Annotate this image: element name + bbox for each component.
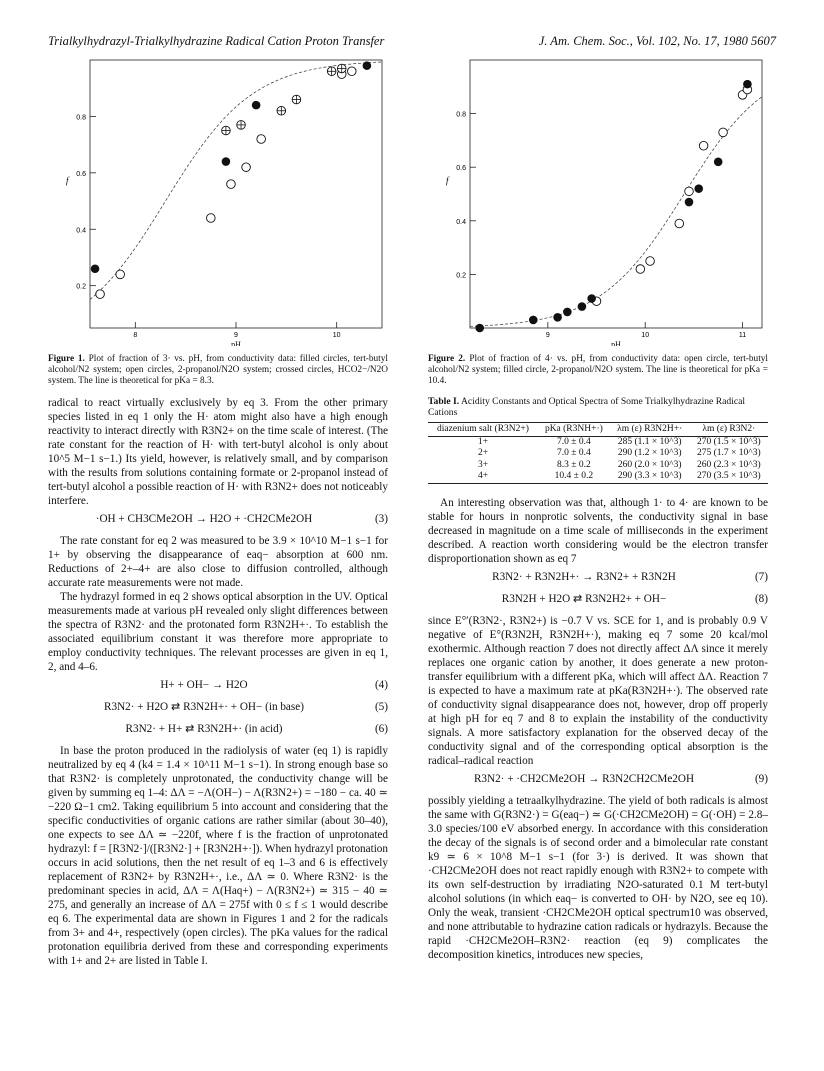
plot-frame [470, 60, 762, 328]
paragraph: An interesting observation was that, although 1· to 4· are known to be stable for hours in nonprotic solvents, the conductivity signal in base decreased in magnitude on a time scale of milliseconds in the experiment described. A reaction worth considering would be the electron transfer disproportionation shown as eq 7 [428, 496, 768, 565]
figure-1-label: Figure 1. [48, 354, 85, 364]
equation-number: (7) [754, 570, 768, 583]
y-tick-label: 0.4 [76, 227, 86, 235]
data-point-filled [529, 316, 538, 325]
equation-number: (6) [374, 722, 388, 735]
table-cell: 290 (1.2 × 10^3) [617, 448, 682, 459]
data-point-open [699, 141, 708, 150]
table-cell: 3+ [477, 459, 489, 470]
equation-8 [428, 592, 768, 610]
paragraph: In base the proton produced in the radiolysis of water (eq 1) is rapidly neutralized by eq 4 (k4 = 1.4 × 10^11 M−1 s−1). In strong enough base so that R3N2· is completely unprotonated, the conductivity change will be given by summing eq 1–4: ΔΛ = −Λ(OH−) − Λ(R3N2+) = −180 − ca. 40 ≃ −220 Ω−1 cm2. Taking equilibrium 5 into account and considering that the specific conductivities of organic cations are rather similar (about 30–40), one expects to see ΔΛ ≃ −220f, where f is the fraction of unprotonated hydrazyl: f = [R3N2·]/([R3N2·] + [R3N2H+·]). When hydrazyl protonation occurs in acid solutions, then the net result of eq 1–3 and 6 is effectively replacement of R3N2+ by R3N2H+·, i.e., ΔΛ ≃ 0. Where R3N2· is the predominant species in acid, ΔΛ = Λ(Haq+) − Λ(R3N2+) ≃ 315 − 40 ≃ 275, and generally an increase of ΔΛ = 275f with 0 ≤ f ≤ 1 would describe eq 6. The experimental data are shown in Figures 1 and 2 for the radicals from 3+ and 4+, respectively (open circles). The pKa values for the radical protonation equilibria derived from these and corresponding experiments with 1+ and 2+ are listed in Table I. [48, 744, 388, 967]
y-tick-label: 0.4 [456, 218, 466, 226]
figure-2-caption [428, 354, 768, 388]
table-cell: 8.3 ± 0.2 [557, 459, 591, 470]
table-row [428, 471, 768, 483]
table-cell: 7.0 ± 0.4 [557, 448, 591, 459]
data-point-open [347, 67, 356, 76]
table-cell: 270 (1.5 × 10^3) [697, 436, 761, 447]
data-point-filled [91, 264, 100, 273]
theory-curve [90, 62, 382, 300]
table-cell: 2+ [477, 448, 489, 459]
table-cell: 10.4 ± 0.2 [554, 471, 594, 482]
y-tick-label: 0.2 [76, 283, 86, 291]
figure-2-caption-text: Plot of fraction of 4· vs. pH, from conductivity data: open circle, tert-butyl alcohol/N2 system; filled circle, 2-propanol/N2O system. The line is theoretical for pKa = 10.4. [428, 354, 769, 387]
column-header: diazenium salt (R3N2+) [437, 423, 529, 434]
paragraph: since E°′(R3N2·, R3N2+) is −0.7 V vs. SCE for 1, and is probably 0.9 V negative of E°(R3N2H, R3N2H+·), making eq 7 some 20 kcal/mol exothermic. Although reaction 7 does not directly affect ΔΛ since it merely replaces one organic cation by another, it does generate a new proton-transfer equilibrium with a different pKa, which will affect ΔΛ. Reaction 7 is expected to have a maximum rate at pKa(R3N2H+·). The observed rate of conductivity signal disappearance does not, however, drop off properly at high pH for eq 7 and 8 to explain the instability of the conductivity signals. A more satisfactory explanation for the observed decay of the conductivity signal and of the corresponding optical absorption is the radical–radical reaction [428, 614, 768, 767]
equation-7 [428, 570, 768, 588]
table-label: Table I. [428, 395, 460, 407]
table-title [428, 396, 768, 419]
column-header: λm (ε) R3N2H+· [617, 423, 683, 434]
paragraph: radical to react virtually exclusively by eq 3. From the other primary species listed in eq 1 only the H· atom might also have a high enough reactivity to interact directly with R3N2+ on the time scale of interest. (The rate constant for the reaction of H· with tert-butyl alcohol is only about 10^5 M−1 s−1.) Its yield, however, is relatively small, and by comparison with the results from solutions containing formate or 2-propanol instead of tert-butyl alcohol a possible reaction of H· with R3N2+ does not noticeably interfere. [48, 396, 388, 507]
figure-1-caption-text: Plot of fraction of 3· vs. pH, from conductivity data: filled circles, tert-butyl alcohol/N2 system; open circles, 2-propanol/N2O system; crossed circles, HCO2−/N2O system. The line is theoretical for pKa = 8.3. [48, 354, 388, 387]
y-axis-label: f [446, 175, 449, 186]
data-point-filled [222, 157, 231, 166]
table-cell: 7.0 ± 0.4 [557, 436, 591, 447]
equation-number: (8) [754, 592, 768, 605]
table-cell: 1+ [477, 436, 489, 447]
x-tick-label: 11 [738, 332, 747, 339]
data-point-filled [563, 308, 572, 317]
paragraph: The rate constant for eq 2 was measured to be 3.9 × 10^10 M−1 s−1 for 1+ by observing the disappearance of eaq− absorption at 600 nm. Reductions of 2+–4+ are also close to diffusion controlled, although accurate rate measurements were not made. [48, 534, 388, 589]
data-point-filled [685, 198, 694, 207]
y-tick-label: 0.6 [456, 165, 466, 173]
x-tick-label: 10 [332, 332, 341, 339]
data-point-filled [743, 80, 752, 89]
left-column [48, 56, 388, 968]
plot-frame [90, 60, 382, 328]
equation-4 [48, 678, 388, 696]
table-row [428, 436, 768, 448]
paragraph: The hydrazyl formed in eq 2 shows optical absorption in the UV. Optical measurements made at various pH revealed only slight differences between the spectra of R3N2· and the protonated form R3N2H+·. To establish the associated equilibrium constant it was therefore more appropriate to employ conductivity techniques. The relevant processes are given in eq 1, 2, and 4–6. [48, 590, 388, 673]
data-point-open [685, 187, 694, 196]
table-title-text: Acidity Constants and Optical Spectra of Some Trialkylhydrazine Radical Cations [428, 395, 746, 419]
header-journal: J. Am. Chem. Soc., Vol. 102, No. 17, 1980 5607 [538, 34, 776, 48]
data-point-filled [553, 313, 562, 322]
data-table [428, 422, 768, 484]
data-point-open [227, 180, 236, 189]
figure-1 [48, 56, 388, 350]
figure-1-chart [48, 56, 388, 346]
figure-1-caption [48, 354, 388, 388]
right-column [428, 56, 768, 962]
header-title: Trialkylhydrazyl-Trialkylhydrazine Radical Cation Proton Transfer [48, 34, 385, 48]
equation-9 [428, 772, 768, 790]
x-tick-label: 9 [234, 332, 238, 339]
data-point-filled [252, 101, 261, 110]
equation-6 [48, 722, 388, 740]
y-tick-label: 0.8 [456, 111, 466, 119]
running-header [48, 34, 776, 50]
figure-2-chart [428, 56, 768, 346]
data-point-open [96, 290, 105, 299]
equation-number: (4) [374, 678, 388, 691]
data-point-open [719, 128, 728, 137]
data-point-open [646, 257, 655, 266]
data-point-filled [578, 302, 587, 311]
table-cell: 270 (3.5 × 10^3) [697, 471, 761, 482]
x-tick-label: 9 [545, 332, 550, 339]
data-point-filled [714, 158, 723, 167]
table-cell: 275 (1.7 × 10^3) [697, 448, 761, 459]
y-tick-label: 0.6 [76, 170, 86, 178]
equation-number: (9) [754, 772, 768, 785]
table-row [428, 448, 768, 460]
data-point-open [675, 219, 684, 228]
table-1 [428, 396, 768, 484]
column-header: λm (ε) R3N2· [702, 423, 756, 434]
equation-number: (3) [374, 512, 388, 525]
equation-text: R3N2· + R3N2H+· → R3N2+ + R3N2H [492, 570, 676, 583]
equation-text: H+ + OH− → H2O [160, 678, 248, 691]
table-cell: 285 (1.1 × 10^3) [617, 436, 682, 447]
x-axis-label: pH [231, 340, 241, 346]
paragraph: possibly yielding a tetraalkylhydrazine. The yield of both radicals is almost the same with G(R3N2·) = G(eaq−) ≃ G(·CH2CMe2OH) = G(·OH) = 2.8–3.0 species/100 eV absorbed energy. In accordance with this consideration the decay of the signals is of second order and a bimolecular rate constant k9 ≃ 6 × 10^8 M−1 s−1 (for 3·) is derived. It was shown that ·CH2CMe2OH does not react rapidly enough with R3N2+ to compete with its own self-destruction by irradiating N2O-saturated 0.1 M tert-butyl alcohol solutions (in which eaq− is converted to OH· by N2O, see eq 10). Only the weak, transient ·CH2CMe2OH optical spectrum10 was observed, and none attributable to hydrazine cation radicals or hydrazyls. Because the rapid ·CH2CMe2OH–R3N2· reaction (eq 9) complicates the decomposition kinetics, introduces new species, [428, 794, 768, 961]
equation-text: R3N2· + H+ ⇄ R3N2H+· (in acid) [125, 722, 283, 735]
table-cell: 290 (3.3 × 10^3) [617, 471, 682, 482]
data-point-open [116, 270, 125, 279]
equation-text: ·OH + CH3CMe2OH → H2O + ·CH2CMe2OH [95, 512, 313, 525]
data-point-open [207, 214, 216, 223]
theory-curve [470, 97, 762, 327]
equation-3 [48, 512, 388, 530]
table-cell: 260 (2.3 × 10^3) [697, 459, 761, 470]
figure-2-label: Figure 2. [428, 354, 466, 364]
y-tick-label: 0.2 [456, 272, 466, 280]
data-point-open [242, 163, 251, 172]
equation-text: R3N2· + H2O ⇄ R3N2H+· + OH− (in base) [104, 700, 304, 713]
x-tick-label: 10 [641, 332, 650, 339]
data-point-filled [694, 184, 703, 193]
y-axis-label: f [66, 175, 69, 186]
data-point-open [636, 265, 645, 274]
data-point-filled [475, 324, 484, 333]
equation-text: R3N2· + ·CH2CMe2OH → R3N2CH2CMe2OH [473, 772, 695, 785]
figure-2 [428, 56, 768, 350]
data-point-filled [587, 294, 596, 303]
equation-number: (5) [374, 700, 388, 713]
y-tick-label: 0.8 [76, 114, 86, 122]
table-row [428, 460, 768, 472]
table-cell: 260 (2.0 × 10^3) [617, 459, 682, 470]
data-point-open [257, 135, 266, 144]
table-cell: 4+ [477, 471, 489, 482]
column-header: pKa (R3NH+·) [544, 423, 603, 434]
equation-text: R3N2H + H2O ⇄ R3N2H2+ + OH− [501, 592, 667, 605]
data-point-filled [363, 61, 372, 70]
x-axis-label: pH [611, 340, 621, 346]
x-tick-label: 8 [133, 332, 138, 339]
equation-5 [48, 700, 388, 718]
